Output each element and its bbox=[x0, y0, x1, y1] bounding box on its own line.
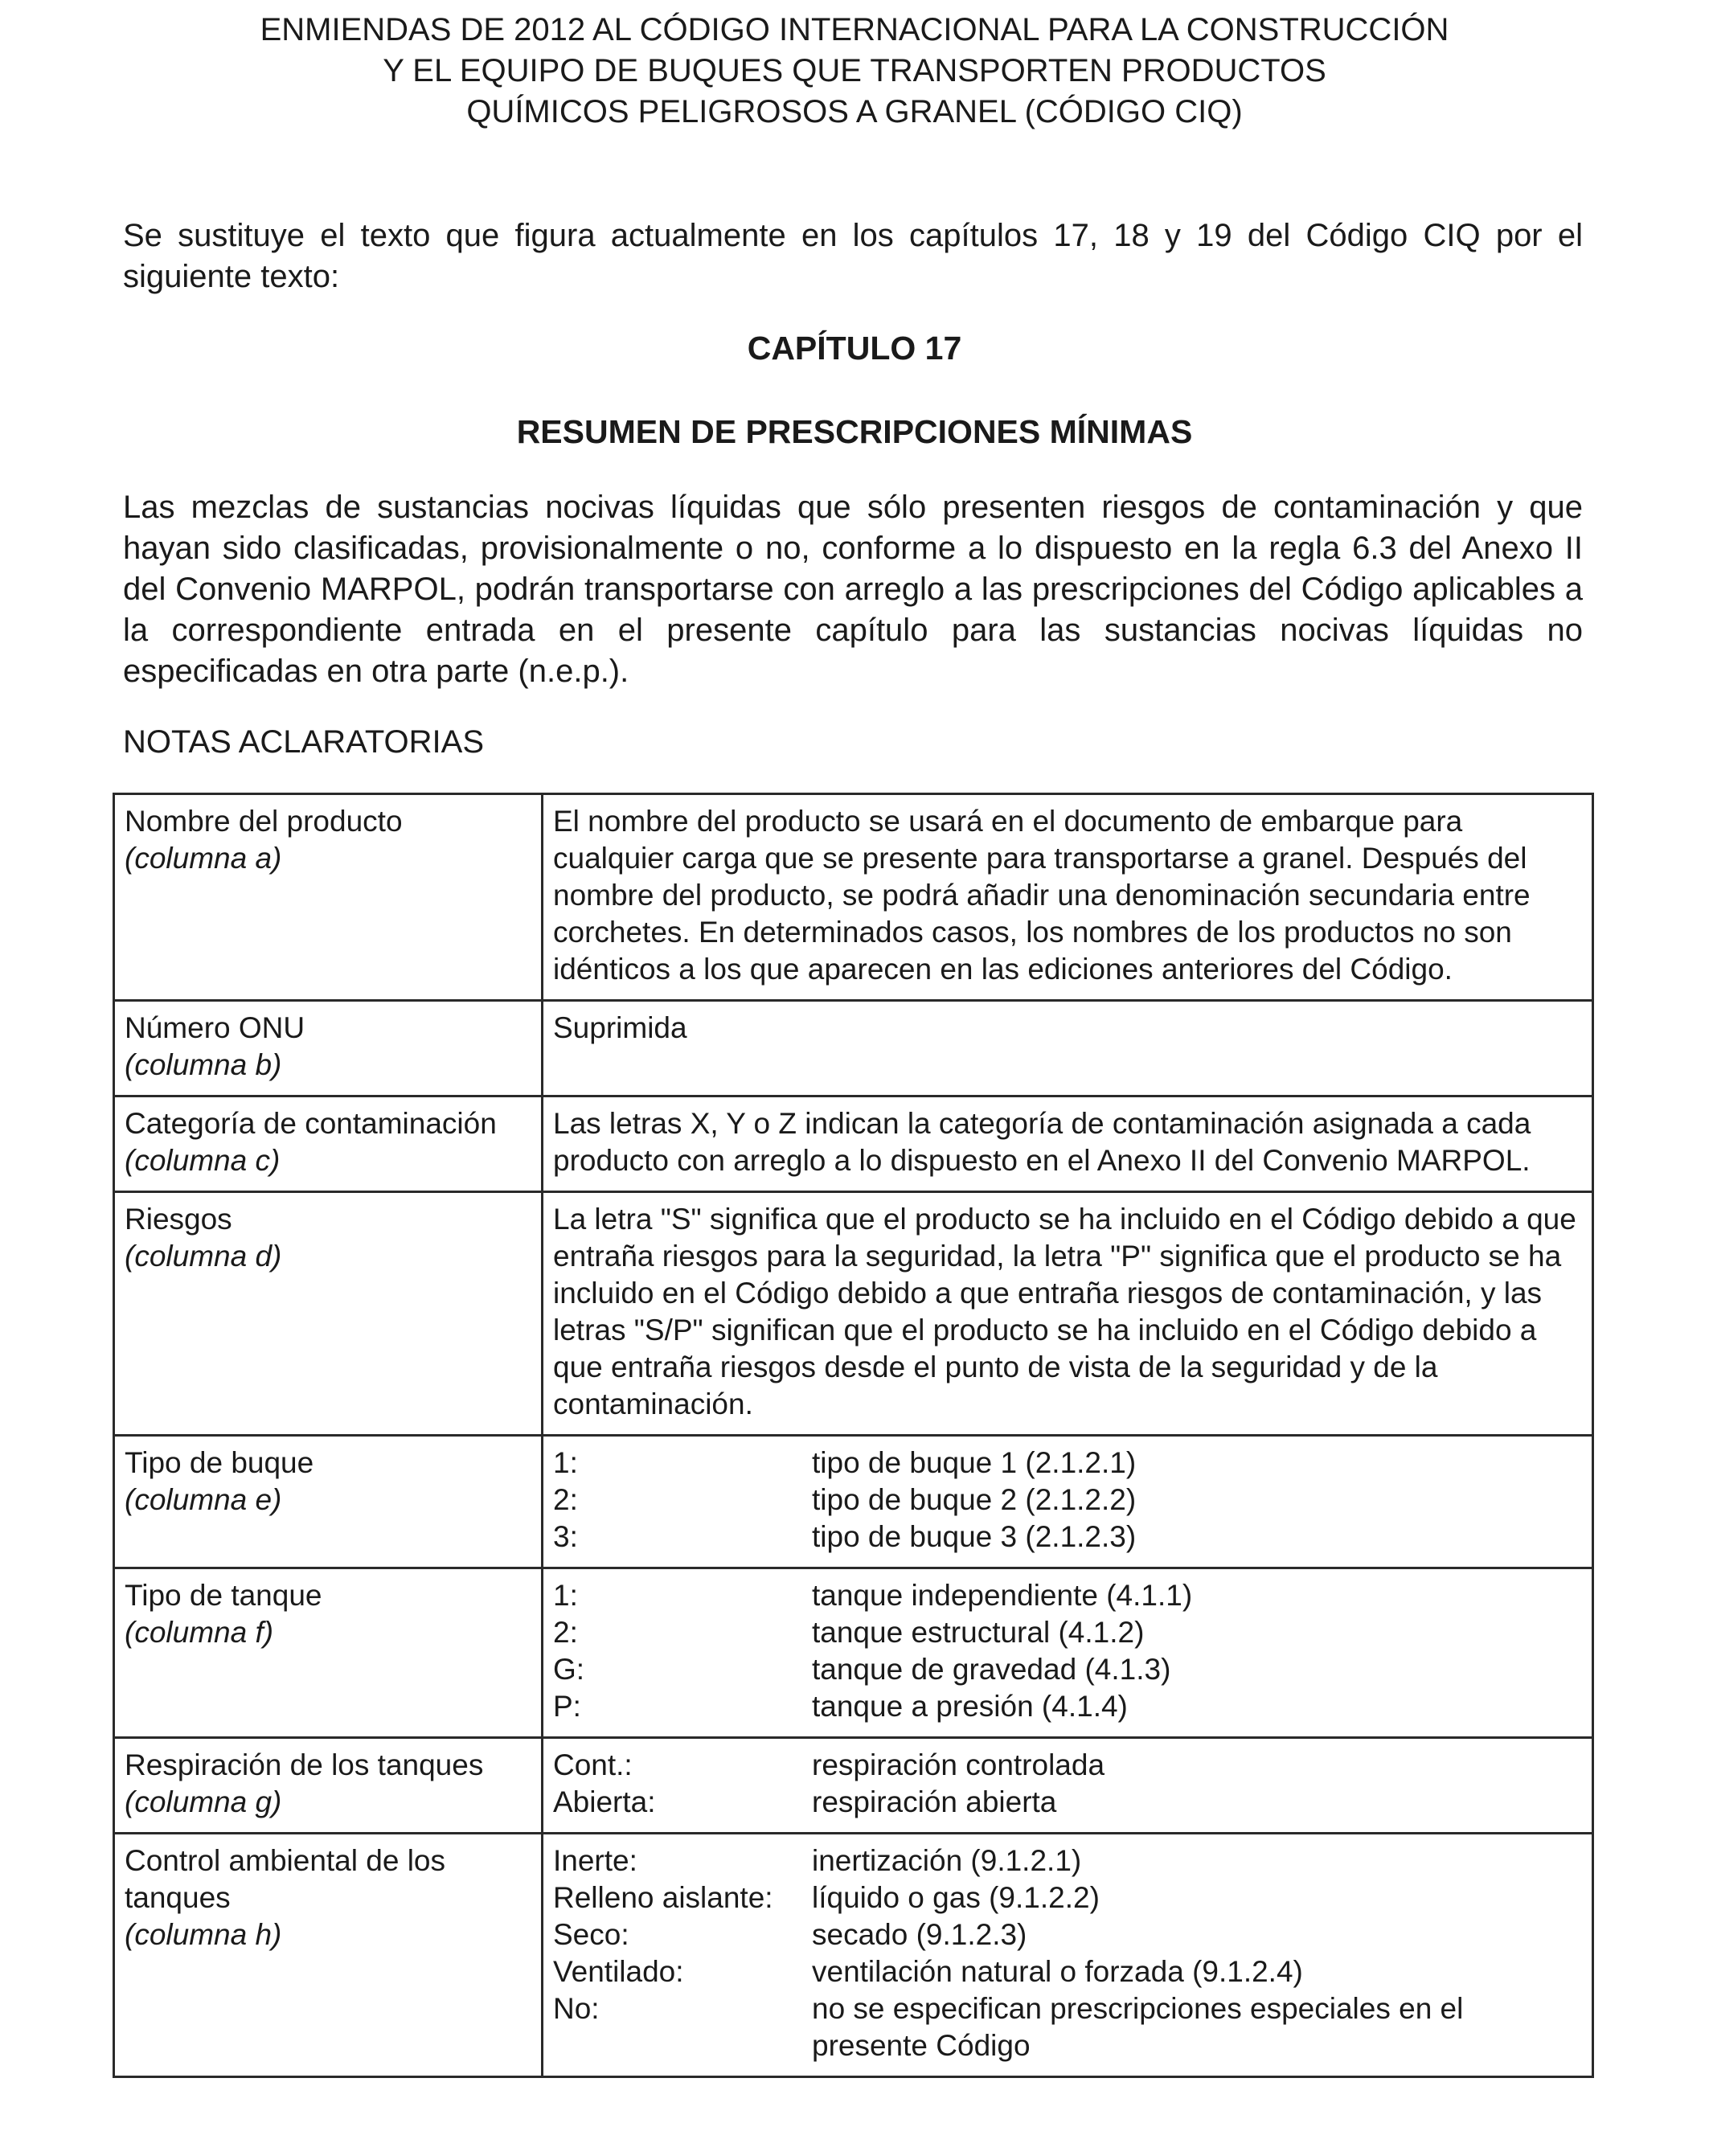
note-column: (columna f) bbox=[125, 1616, 274, 1649]
note-name: Respiración de los tanques bbox=[125, 1748, 484, 1781]
note-description-cell bbox=[543, 1568, 1593, 1738]
code-value: tanque independiente (4.1.1) bbox=[812, 1579, 1193, 1612]
code-key: 1: bbox=[553, 1446, 578, 1479]
note-column: (columna d) bbox=[125, 1240, 282, 1273]
code-key: 1: bbox=[553, 1579, 578, 1612]
table-row bbox=[114, 1738, 1593, 1834]
note-label-cell bbox=[114, 1096, 543, 1192]
chapter-heading: CAPÍTULO 17 bbox=[747, 330, 962, 367]
note-text: Suprimida bbox=[553, 1011, 687, 1044]
notes-heading: NOTAS ACLARATORIAS bbox=[123, 724, 485, 760]
note-label-cell bbox=[114, 1738, 543, 1834]
note-label-cell bbox=[114, 1568, 543, 1738]
note-text: Las letras X, Y o Z indican la categoría de contaminación asignada a cada producto con arreglo a lo dispuesto en el Anexo II del Convenio MARPOL. bbox=[553, 1107, 1531, 1177]
code-value: secado (9.1.2.3) bbox=[812, 1918, 1027, 1951]
note-column: (columna b) bbox=[125, 1048, 282, 1081]
code-value: tipo de buque 1 (2.1.2.1) bbox=[812, 1446, 1137, 1479]
note-description-cell bbox=[543, 1001, 1593, 1096]
note-description-cell bbox=[543, 1738, 1593, 1834]
code-entry bbox=[553, 1482, 1584, 1519]
code-value: ventilación natural o forzada (9.1.2.4) bbox=[812, 1955, 1303, 1988]
code-key: Abierta: bbox=[553, 1785, 656, 1818]
table-row bbox=[114, 794, 1593, 1001]
code-value: líquido o gas (9.1.2.2) bbox=[812, 1881, 1100, 1914]
note-label-cell bbox=[114, 1001, 543, 1096]
code-key: Ventilado: bbox=[553, 1955, 684, 1988]
mixtures-paragraph: Las mezclas de sustancias nocivas líquidas que sólo presenten riesgos de contaminación y que hayan sido clasificadas, provisionalmente o no, conforme a lo dispuesto en la regla 6.3 del Anexo II del Convenio MARPOL, podrán transportarse con arreglo a las prescripciones del Código aplicables a la correspondiente entrada en el presente capítulo para las sustancias nocivas líquidas no especificadas en otra parte (n.e.p.). bbox=[123, 490, 1583, 689]
note-column: (columna h) bbox=[125, 1918, 282, 1951]
note-text: El nombre del producto se usará en el documento de embarque para cualquier carga que se presente para transportarse a granel. Después del nombre del producto, se podrá añadir una denominación secundaria entre corchetes. En determinados casos, los nombres de los productos no son idénticos a los que aparecen en las ediciones anteriores del Código. bbox=[553, 805, 1531, 986]
code-entry bbox=[553, 1747, 1584, 1784]
note-name: Tipo de tanque bbox=[125, 1579, 322, 1612]
code-entry bbox=[553, 1614, 1584, 1651]
note-description-cell bbox=[543, 794, 1593, 1001]
code-entry bbox=[553, 1445, 1584, 1482]
code-value: respiración abierta bbox=[812, 1785, 1057, 1818]
code-value: tanque estructural (4.1.2) bbox=[812, 1616, 1145, 1649]
code-value: tipo de buque 2 (2.1.2.2) bbox=[812, 1483, 1137, 1516]
code-key: Relleno aislante: bbox=[553, 1881, 773, 1914]
code-entry bbox=[553, 1953, 1584, 1990]
code-key: No: bbox=[553, 1992, 600, 2025]
note-column: (columna c) bbox=[125, 1144, 281, 1177]
code-entry bbox=[553, 1519, 1584, 1556]
code-key: Inerte: bbox=[553, 1844, 637, 1877]
code-value: tipo de buque 3 (2.1.2.3) bbox=[812, 1520, 1137, 1553]
note-column: (columna g) bbox=[125, 1785, 282, 1818]
code-value: tanque de gravedad (4.1.3) bbox=[812, 1653, 1171, 1686]
note-label-cell bbox=[114, 794, 543, 1001]
code-entry bbox=[553, 1784, 1584, 1821]
code-entry bbox=[553, 1577, 1584, 1614]
table-row bbox=[114, 1001, 1593, 1096]
code-key: 2: bbox=[553, 1616, 578, 1649]
chapter-subtitle: RESUMEN DE PRESCRIPCIONES MÍNIMAS bbox=[516, 413, 1193, 450]
code-entry bbox=[553, 1688, 1584, 1725]
note-name: Número ONU bbox=[125, 1011, 305, 1044]
code-value: respiración controlada bbox=[812, 1748, 1105, 1781]
title-line: ENMIENDAS DE 2012 AL CÓDIGO INTERNACIONAL PARA LA CONSTRUCCIÓN bbox=[260, 12, 1449, 47]
title-line: QUÍMICOS PELIGROSOS A GRANEL (CÓDIGO CIQ) bbox=[466, 94, 1243, 129]
note-name: Categoría de contaminación bbox=[125, 1107, 497, 1140]
code-entry bbox=[553, 1916, 1584, 1953]
code-value: no se especifican prescripciones especiales en el presente Código bbox=[812, 1992, 1464, 2062]
document-title bbox=[121, 10, 1588, 133]
note-description-cell bbox=[543, 1192, 1593, 1436]
code-entry bbox=[553, 1651, 1584, 1688]
table-row bbox=[114, 1834, 1593, 2077]
note-description-cell bbox=[543, 1096, 1593, 1192]
note-description-cell bbox=[543, 1834, 1593, 2077]
code-value: inertización (9.1.2.1) bbox=[812, 1844, 1082, 1877]
table-row bbox=[114, 1096, 1593, 1192]
title-line: Y EL EQUIPO DE BUQUES QUE TRANSPORTEN PRODUCTOS bbox=[383, 53, 1326, 88]
note-label-cell bbox=[114, 1192, 543, 1436]
note-name: Tipo de buque bbox=[125, 1446, 314, 1479]
code-key: P: bbox=[553, 1690, 581, 1723]
code-entry bbox=[553, 1879, 1584, 1916]
code-key: G: bbox=[553, 1653, 585, 1686]
note-name: Nombre del producto bbox=[125, 805, 403, 838]
note-label-cell bbox=[114, 1834, 543, 2077]
table-row bbox=[114, 1192, 1593, 1436]
note-text: La letra "S" significa que el producto se ha incluido en el Código debido a que entraña riesgos para la seguridad, la letra "P" significa que el producto se ha incluido en el Código debido a que entraña riesgos de contaminación, y las letras "S/P" significan que el producto se ha incluido en el Código debido a que entraña riesgos desde el punto de vista de la seguridad y de la contaminación. bbox=[553, 1203, 1576, 1420]
code-key: Cont.: bbox=[553, 1748, 633, 1781]
code-entry bbox=[553, 1842, 1584, 1879]
code-key: Seco: bbox=[553, 1918, 629, 1951]
code-key: 2: bbox=[553, 1483, 578, 1516]
intro-paragraph: Se sustituye el texto que figura actualmente en los capítulos 17, 18 y 19 del Código CIQ por el siguiente texto: bbox=[123, 218, 1583, 294]
note-column: (columna a) bbox=[125, 842, 282, 875]
table-row bbox=[114, 1568, 1593, 1738]
code-key: 3: bbox=[553, 1520, 578, 1553]
note-description-cell bbox=[543, 1436, 1593, 1568]
explanatory-notes-table bbox=[113, 793, 1594, 2078]
note-column: (columna e) bbox=[125, 1483, 282, 1516]
code-entry bbox=[553, 1990, 1584, 2064]
code-value: tanque a presión (4.1.4) bbox=[812, 1690, 1128, 1723]
note-label-cell bbox=[114, 1436, 543, 1568]
table-row bbox=[114, 1436, 1593, 1568]
note-name: Control ambiental de los tanques bbox=[125, 1844, 445, 1914]
note-name: Riesgos bbox=[125, 1203, 232, 1236]
